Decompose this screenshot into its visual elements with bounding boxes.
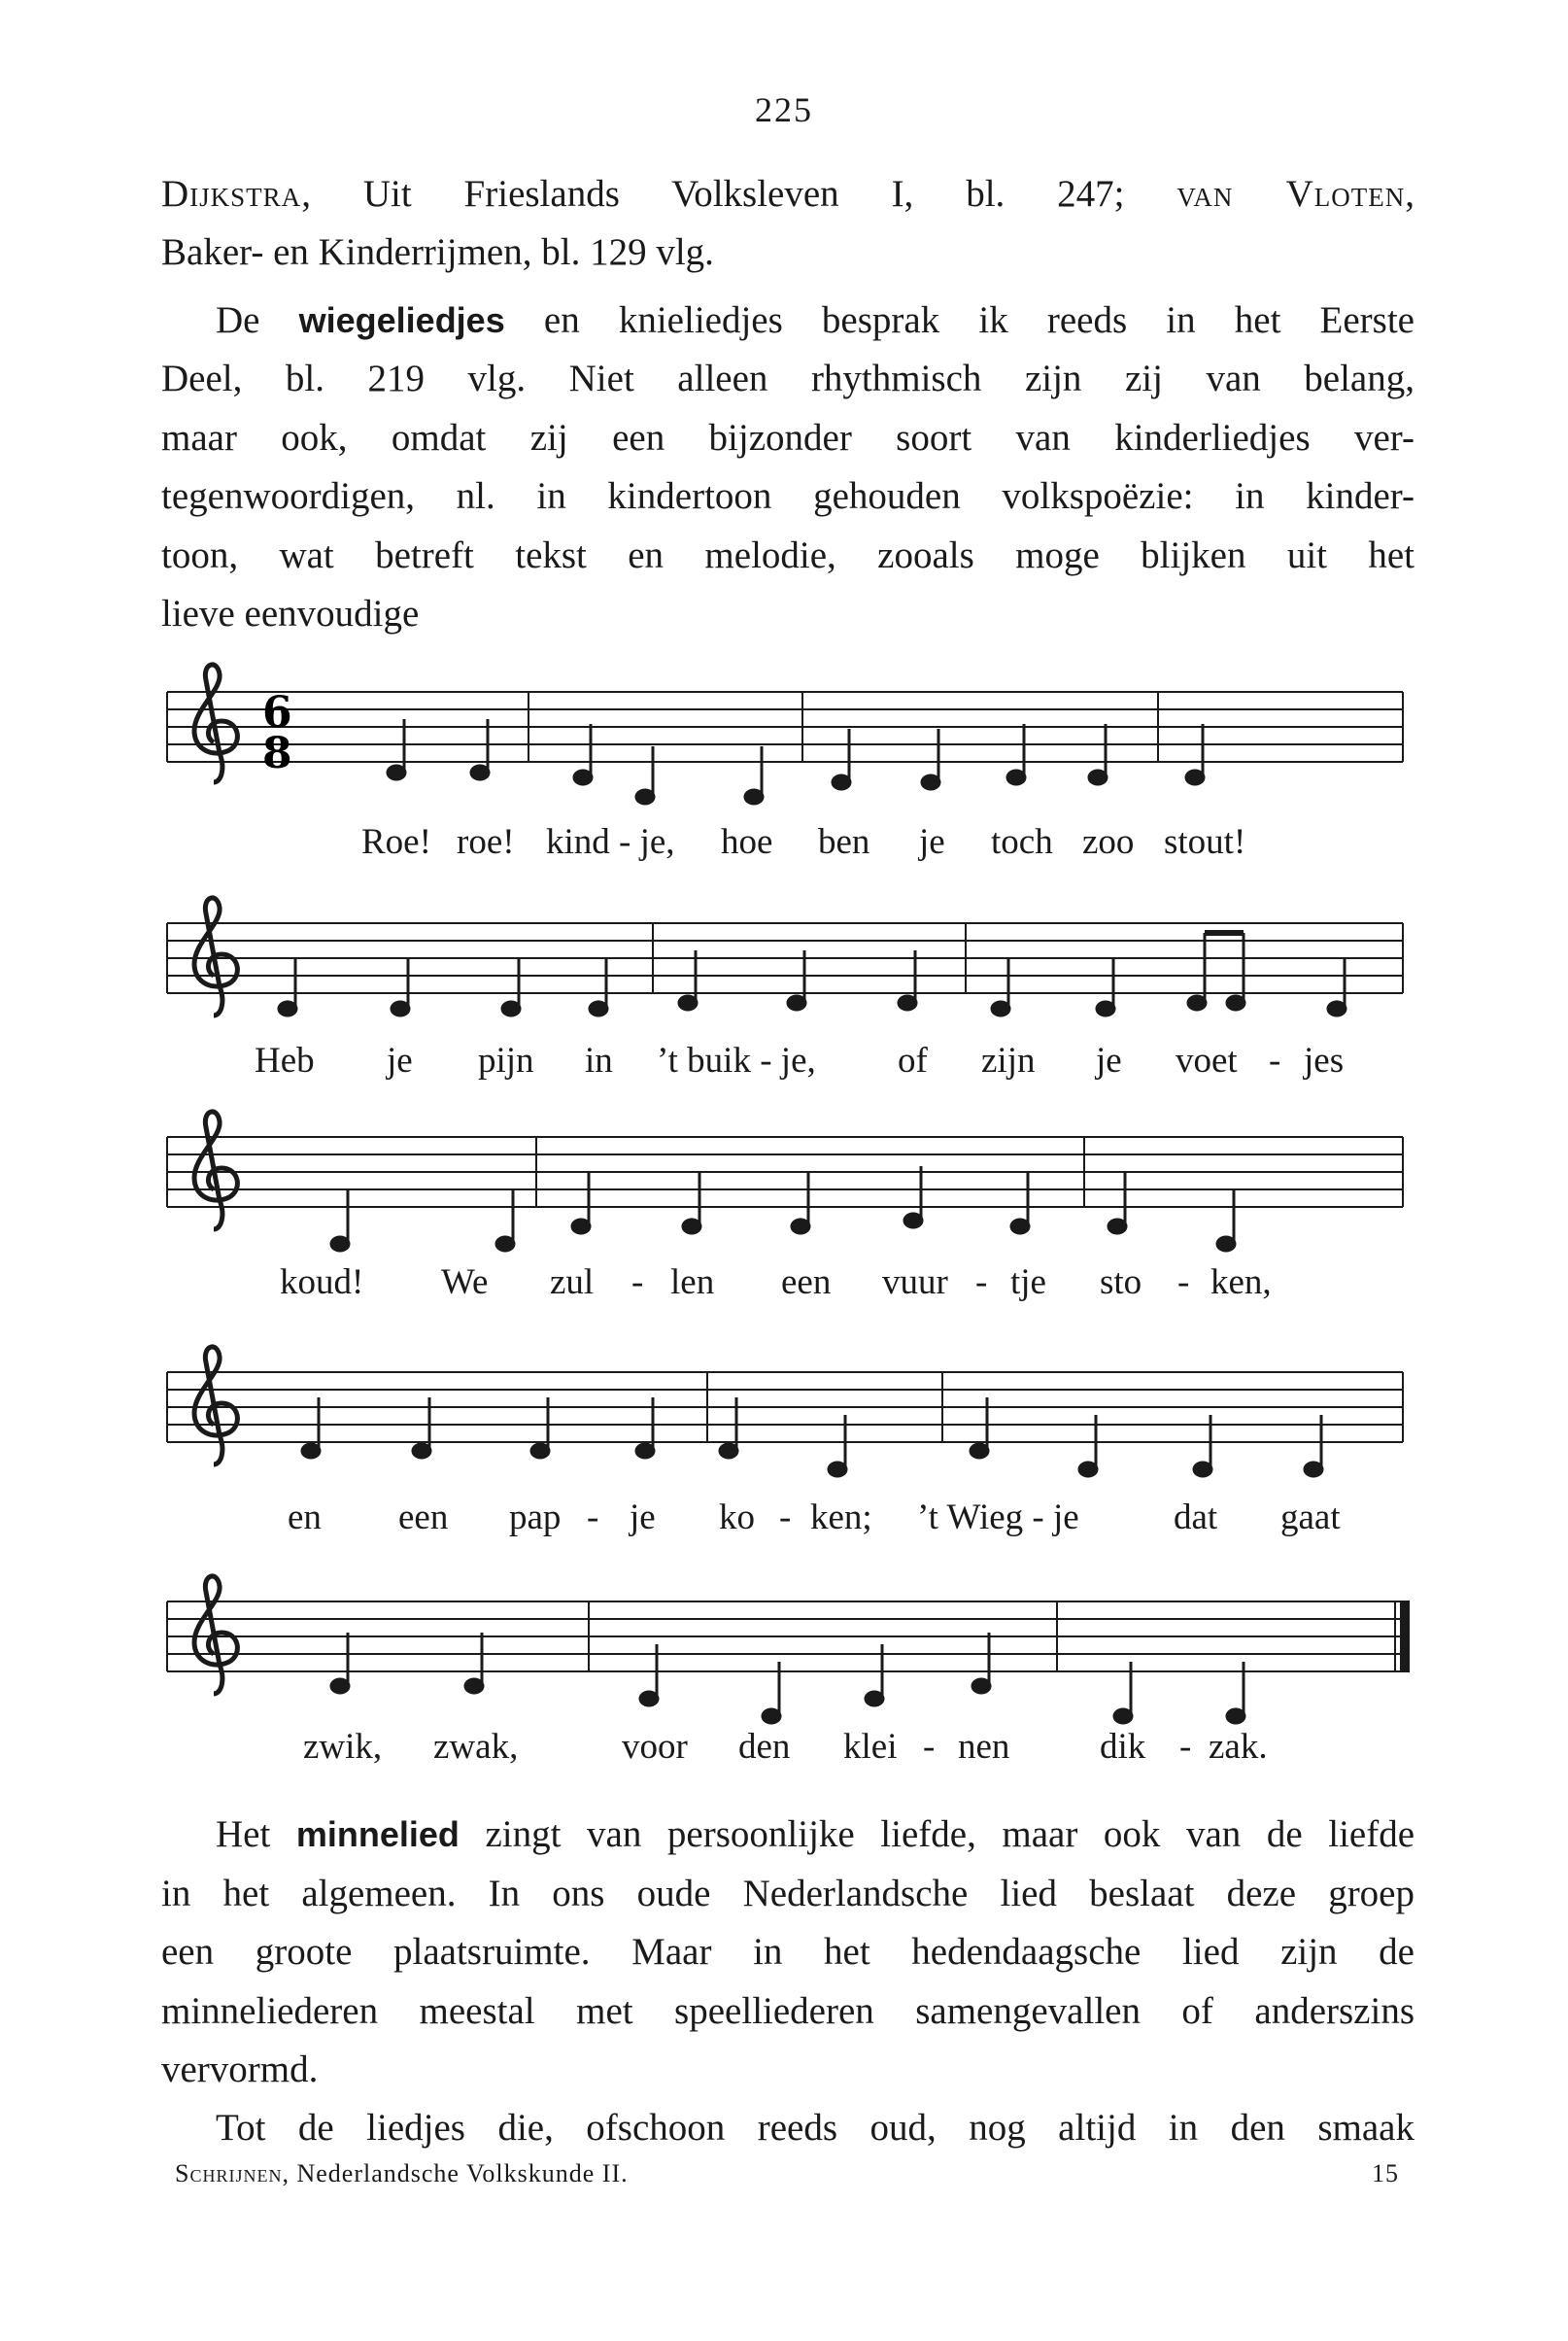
treble-clef-icon: [194, 1576, 237, 1694]
lyric: -: [923, 1727, 936, 1767]
lyric: len: [670, 1262, 715, 1302]
lyric: zijn: [981, 1041, 1036, 1081]
lyric: -: [1269, 1041, 1281, 1081]
note: [590, 1002, 607, 1016]
note: [636, 790, 654, 804]
lyric: jes: [1304, 1041, 1345, 1081]
lyric: dat: [1174, 1498, 1218, 1537]
note: [904, 1214, 922, 1227]
paragraph-1-line-2: Deel, bl. 219 vlg. Niet alleen rhythmisch zijn zij van belang,: [161, 358, 1415, 399]
lyric: -: [587, 1498, 599, 1537]
paragraph-1-line-5: toon, wat betreft tekst en melodie, zooals moge blijken uit het: [161, 534, 1415, 576]
note: [1108, 1220, 1126, 1233]
note: [572, 1220, 590, 1233]
lyric: kind - je,: [546, 822, 675, 862]
note: [922, 775, 939, 789]
lyric: een: [398, 1498, 449, 1537]
lyric: ’t Wieg - je: [917, 1498, 1079, 1537]
paragraph-2-line-2: in het algemeen. In ons oude Nederlandsche lied beslaat deze groep: [161, 1873, 1415, 1914]
footer-title: , Nederlandsche Volkskunde II.: [282, 2159, 629, 2187]
lyric: roe!: [457, 822, 515, 862]
page-number: 225: [755, 90, 813, 129]
note: [574, 771, 592, 784]
note: [833, 775, 850, 789]
note: [1305, 1463, 1322, 1476]
lyric: We: [441, 1262, 489, 1302]
note: [1227, 996, 1244, 1010]
note: [1079, 1463, 1097, 1476]
note: [1227, 1709, 1244, 1723]
lyric: den: [738, 1727, 791, 1767]
paragraph-2-line-5: vervormd.: [161, 2048, 319, 2090]
lyric: ken;: [810, 1498, 872, 1537]
author-van-vloten: van Vloten: [1176, 173, 1406, 215]
lyric: voor: [622, 1727, 688, 1767]
paragraph-1-line-6: lieve eenvoudige: [161, 593, 420, 635]
footer-author: Schrijnen: [175, 2159, 283, 2187]
lyric: een: [781, 1262, 832, 1302]
note: [972, 1679, 990, 1693]
note: [992, 1002, 1009, 1016]
note: [1114, 1709, 1132, 1723]
note: [829, 1463, 846, 1476]
note: [792, 1220, 809, 1233]
time-signature-bottom: 8: [262, 729, 292, 778]
lyric: je: [919, 822, 945, 862]
lyric: dik: [1100, 1727, 1146, 1767]
note: [720, 1444, 737, 1458]
note: [1194, 1463, 1211, 1476]
lyric: zak.: [1209, 1727, 1268, 1767]
staff-4: [167, 1372, 1403, 1442]
lyric: -: [779, 1498, 792, 1537]
treble-clef-icon: [194, 1347, 237, 1464]
lyric: gaat: [1280, 1498, 1341, 1537]
reference-comma: ,: [1405, 173, 1415, 215]
staff-4-lyrics: [0, 1497, 1568, 1539]
reference-text: , Uit Frieslands Volksleven I, bl. 247;: [301, 173, 1177, 215]
treble-clef-icon: [194, 665, 237, 782]
lyric: nen: [958, 1727, 1010, 1767]
note: [1007, 771, 1025, 784]
note: [1186, 771, 1204, 784]
lyric: stout!: [1164, 822, 1246, 862]
footer: [175, 2159, 1399, 2188]
note: [471, 766, 489, 779]
lyric: ken,: [1210, 1262, 1272, 1302]
note: [392, 1002, 409, 1016]
note: [302, 1444, 320, 1458]
staff-3-notes: [331, 1166, 1235, 1251]
staff-3-lyrics: [0, 1261, 1568, 1304]
note: [1188, 996, 1206, 1010]
note: [465, 1679, 483, 1693]
note: [1089, 771, 1107, 784]
lyric: zoo: [1082, 822, 1135, 862]
lyric: koud!: [280, 1262, 364, 1302]
staff-1-lyrics: [0, 821, 1568, 864]
lyric: hoe: [721, 822, 773, 862]
lyric: je: [387, 1041, 413, 1081]
lyric: ’t buik - je,: [657, 1041, 816, 1081]
note: [640, 1692, 658, 1705]
staff-5: [167, 1601, 1409, 1671]
note: [413, 1444, 430, 1458]
staff-3: [167, 1137, 1403, 1207]
lyric: pijn: [478, 1041, 534, 1081]
note: [763, 1709, 780, 1723]
note: [679, 996, 697, 1010]
lyric: -: [1177, 1262, 1190, 1302]
staff-1: [167, 692, 1403, 762]
term-wiegeliedjes: wiegeliedjes: [298, 300, 505, 340]
note: [745, 790, 763, 804]
note: [788, 996, 805, 1010]
reference-line-2: Baker- en Kinderrijmen, bl. 129 vlg.: [161, 231, 714, 273]
treble-clef-icon: [194, 1112, 237, 1229]
lyric: je: [630, 1498, 656, 1537]
note: [331, 1679, 349, 1693]
lyric: of: [898, 1041, 928, 1081]
term-minnelied: minnelied: [295, 1814, 460, 1854]
lyric: en: [288, 1498, 322, 1537]
author-dijkstra: Dijkstra: [161, 173, 302, 215]
lyric: sto: [1100, 1262, 1142, 1302]
paragraph-2-line-1: [216, 1806, 1415, 1864]
lyric: klei: [843, 1727, 898, 1767]
paragraph-2-line-3: een groote plaatsruimte. Maar in het hedendaagsche lied zijn de: [161, 1931, 1415, 1973]
lyric: zwik,: [303, 1727, 383, 1767]
text: De: [216, 299, 299, 341]
footer-signature: 15: [1372, 2159, 1399, 2187]
staff-4-notes: [302, 1397, 1322, 1476]
text: en knieliedjes besprak ik reeds in het Eerste: [504, 299, 1415, 341]
note: [971, 1444, 988, 1458]
lyric: ko: [719, 1498, 755, 1537]
lyric: -: [1179, 1727, 1192, 1767]
note: [683, 1220, 700, 1233]
paragraph-1-line-3: maar ook, omdat zij een bijzonder soort van kinderliedjes ver-: [161, 417, 1415, 459]
note: [899, 996, 916, 1010]
lyric: toch: [991, 822, 1053, 862]
lyric: voet: [1176, 1041, 1238, 1081]
lyric: -: [631, 1262, 644, 1302]
lyric: je: [1096, 1041, 1122, 1081]
note: [1328, 1002, 1346, 1016]
paragraph-3-line-1: Tot de liedjes die, ofschoon reeds oud, nog altijd in den smaak: [216, 2107, 1415, 2149]
note: [636, 1444, 654, 1458]
lyric: zul: [550, 1262, 595, 1302]
note: [331, 1237, 349, 1251]
paragraph-2-line-4: minneliederen meestal met speelliederen samengevallen of anderszins: [161, 1990, 1415, 2032]
note: [1217, 1237, 1235, 1251]
lyric: zwak,: [433, 1727, 519, 1767]
text: Het: [216, 1813, 296, 1855]
note: [388, 766, 405, 779]
note: [866, 1692, 883, 1705]
final-barline: [1401, 1601, 1409, 1671]
staff-2-lyrics: [0, 1040, 1568, 1083]
staff-2-notes: [279, 933, 1346, 1016]
lyric: ben: [818, 822, 870, 862]
lyric: tje: [1010, 1262, 1046, 1302]
staff-5-lyrics: [0, 1726, 1568, 1769]
text: zingt van persoonlijke liefde, maar ook van de liefde: [459, 1813, 1415, 1855]
lyric: vuur: [882, 1262, 948, 1302]
lyric: Roe!: [361, 822, 431, 862]
note: [1011, 1220, 1029, 1233]
note: [502, 1002, 520, 1016]
paragraph-1-line-4: tegenwoordigen, nl. in kindertoon gehouden volkspoëzie: in kinder-: [161, 475, 1415, 517]
lyric: -: [975, 1262, 988, 1302]
note: [531, 1444, 549, 1458]
lyric: Heb: [255, 1041, 315, 1081]
treble-clef-icon: [194, 898, 237, 1016]
staff-5-notes: [331, 1633, 1244, 1723]
lyric: pap: [509, 1498, 562, 1537]
lyric: in: [585, 1041, 613, 1081]
note: [1097, 1002, 1114, 1016]
note: [496, 1237, 514, 1251]
time-signature-top: 6: [262, 688, 292, 738]
note: [279, 1002, 296, 1016]
